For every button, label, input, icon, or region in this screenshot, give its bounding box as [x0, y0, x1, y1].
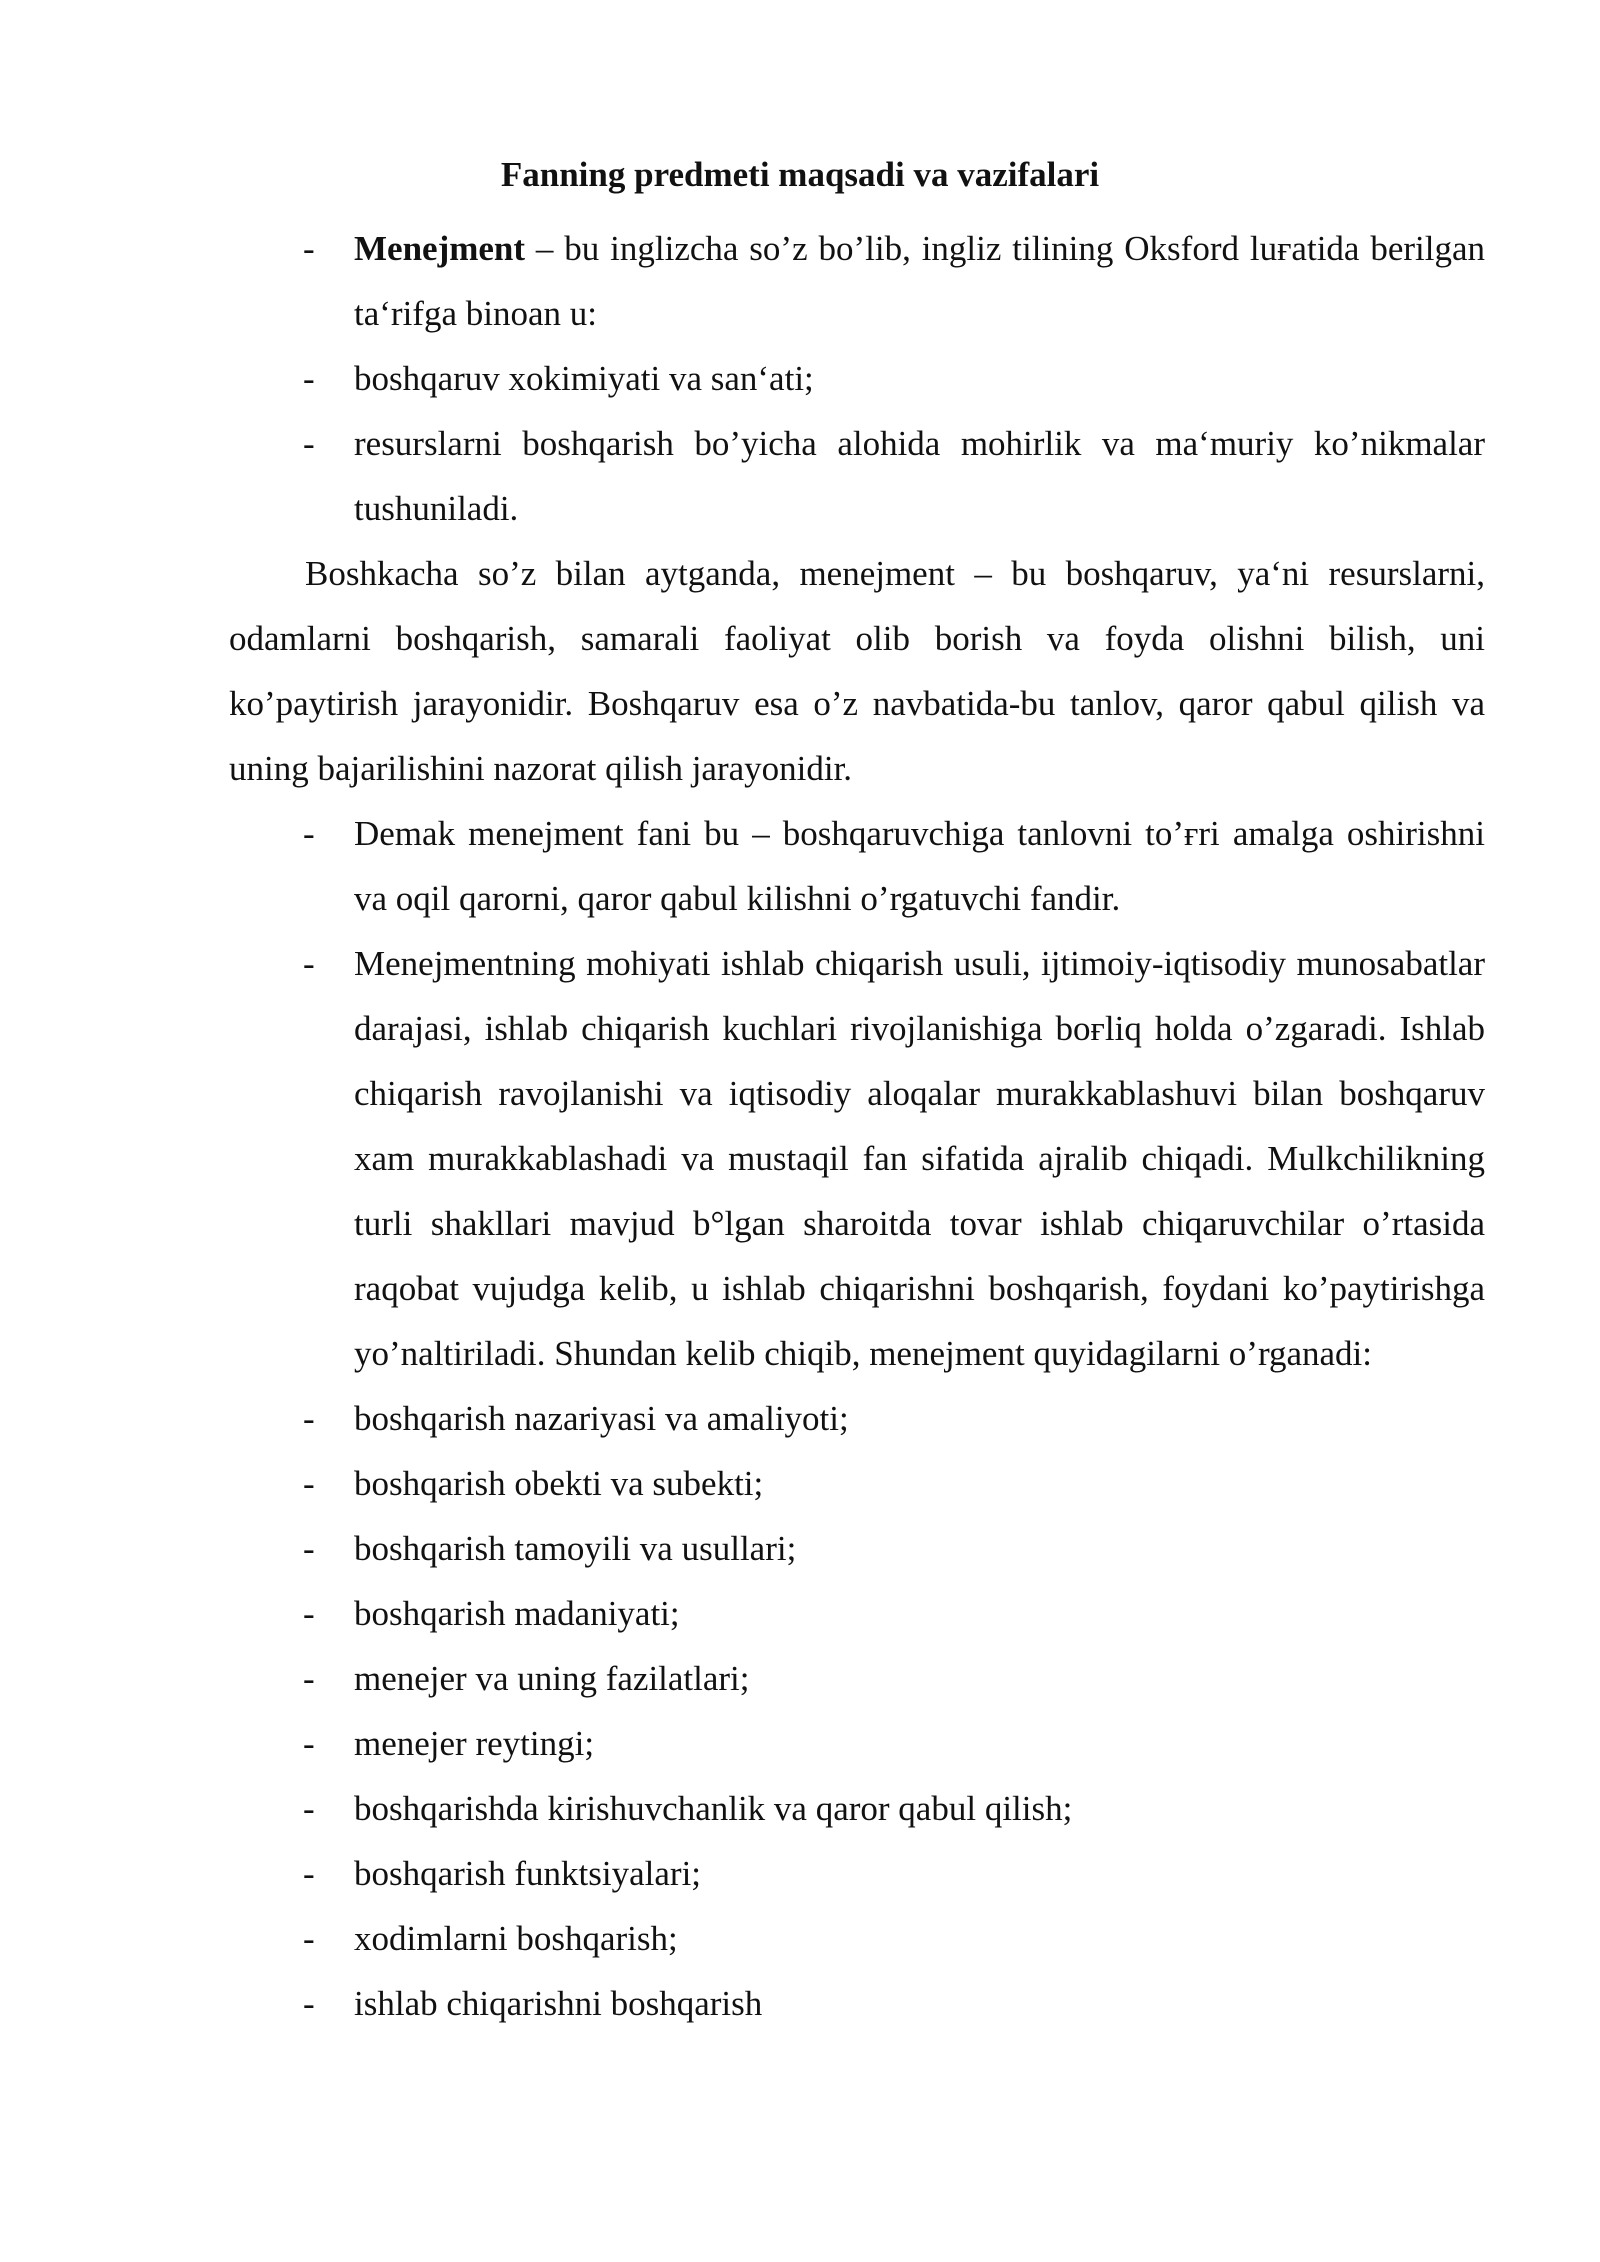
list-item	[229, 801, 1485, 931]
bullet-dash: -	[303, 814, 315, 853]
topic-item	[229, 1906, 1485, 1971]
topic-text: boshqarish nazariyasi va amaliyoti;	[354, 1399, 849, 1438]
topic-item	[229, 1841, 1485, 1906]
bullet-dash: -	[303, 1594, 315, 1633]
document-body	[229, 216, 1485, 2036]
topic-item	[229, 1646, 1485, 1711]
bullet-dash: -	[303, 1724, 315, 1763]
topic-text: xodimlarni boshqarish;	[354, 1919, 678, 1958]
topic-text: boshqarishda kirishuvchanlik va qaror qabul qilish;	[354, 1789, 1073, 1828]
list-item-text: resurslarni boshqarish bo’yicha alohida mohirlik va ma‘muriy ko’nikmalar tushuniladi.	[354, 424, 1485, 528]
topic-item	[229, 1581, 1485, 1646]
list-item-text: Menejmentning mohiyati ishlab chiqarish usuli, ijtimoiy-iqtisodiy munosabatlar darajasi, ishlab chiqarish kuchlari rivojlanishiga boғliq holda o’zgaradi. Ishlab chiqarish ravojlanishi va iqtisodiy aloqalar murakkablashuvi bilan boshqaruv xam murakkablashadi va mustaqil fan sifatida ajralib chiqadi. Mulkchilikning turli shakllari mavjud b°lgan sharoitda tovar ishlab chiqaruvchilar o’rtasida raqobat vujudga kelib, u ishlab chiqarishni boshqarish, foydani ko’paytirishga yo’naltiriladi. Shundan kelib chiqib, menejment quyidagilarni o’rganadi:	[354, 944, 1485, 1373]
list-item-text: boshqaruv xokimiyati va san‘ati;	[354, 359, 814, 398]
bullet-dash: -	[303, 424, 315, 463]
topic-text: boshqarish obekti va subekti;	[354, 1464, 764, 1503]
bullet-dash: -	[303, 1854, 315, 1893]
bullet-dash: -	[303, 1984, 315, 2023]
body-paragraph: Boshkacha so’z bilan aytganda, menejment – bu boshqaruv, ya‘ni resurslarni, odamlarni boshqarish, samarali faoliyat olib borish va foyda olishni bilish, uni ko’paytirish jarayonidir. Boshqaruv esa o’z navbatida-bu tanlov, qaror qabul qilish va uning bajarilishini nazorat qilish jarayonidir.	[229, 554, 1485, 788]
topic-text: menejer va uning fazilatlari;	[354, 1659, 750, 1698]
topic-item	[229, 1516, 1485, 1581]
list-item-text: Demak menejment fani bu – boshqaruvchiga tanlovni to’ғri amalga oshirishni va oqil qarorni, qaror qabul kilishni o’rgatuvchi fandir.	[354, 814, 1485, 918]
bullet-dash: -	[303, 229, 315, 268]
topic-item	[229, 1451, 1485, 1516]
topic-text: boshqarish funktsiyalari;	[354, 1854, 702, 1893]
list-item	[229, 931, 1485, 1386]
bullet-dash: -	[303, 1659, 315, 1698]
intro-item	[229, 216, 1485, 346]
bullet-dash: -	[303, 1464, 315, 1503]
list-item	[229, 346, 1485, 411]
topic-text: boshqarish madaniyati;	[354, 1594, 680, 1633]
topic-item	[229, 1386, 1485, 1451]
bullet-dash: -	[303, 359, 315, 398]
bullet-dash: -	[303, 1919, 315, 1958]
topic-item	[229, 1776, 1485, 1841]
intro-text: – bu inglizcha so’z bo’lib, ingliz tilining Oksford luғatida berilgan ta‘rifga binoan u:	[354, 229, 1485, 333]
bullet-dash: -	[303, 944, 315, 983]
term-menejment: Menejment	[354, 229, 526, 268]
bullet-dash: -	[303, 1789, 315, 1828]
topic-text: ishlab chiqarishni boshqarish	[354, 1984, 763, 2023]
topic-text: boshqarish tamoyili va usullari;	[354, 1529, 797, 1568]
topic-text: menejer reytingi;	[354, 1724, 595, 1763]
list-item	[229, 411, 1485, 541]
topic-item	[229, 1711, 1485, 1776]
bullet-dash: -	[303, 1529, 315, 1568]
topic-item	[229, 1971, 1485, 2036]
bullet-dash: -	[303, 1399, 315, 1438]
page-title: Fanning predmeti maqsadi va vazifalari	[500, 155, 1100, 194]
